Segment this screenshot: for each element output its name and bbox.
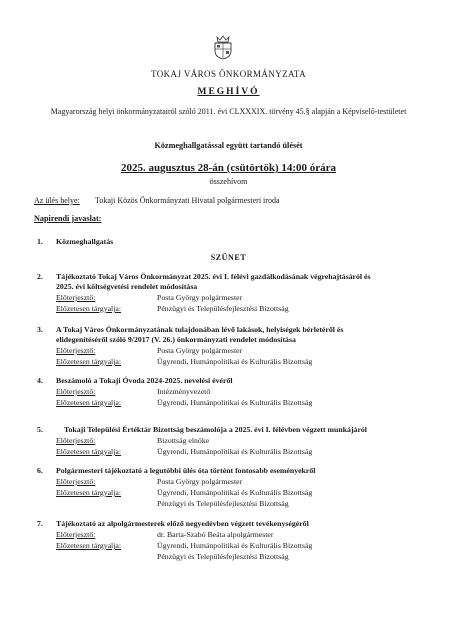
item-title-line-1: Tájékoztató Tokaj Város Önkormányzat 2025. évi I. félévi gazdálkodásának végrehajtásáról és (56, 272, 371, 281)
item-number: 1. (37, 237, 43, 246)
presenter-value: Posta György polgármester (157, 346, 243, 355)
presenter-label: Előterjesztő: (56, 293, 96, 302)
presenter-value: Intézményvezető (157, 387, 211, 396)
reviewed-value: Ügyrendi, Humánpolitikai és Kulturális Bizottság (157, 447, 313, 456)
reviewed-label: Előzetesen tárgyalja: (56, 488, 122, 497)
item-title: Tokaji Települési Értéktár Bizottság beszámolója a 2025. évi I. félévben végzett munkájáról (64, 425, 367, 434)
presenter-value: Posta György polgármester (157, 293, 243, 302)
presenter-label: Előterjesztő: (56, 387, 96, 396)
item-title: Polgármesteri tájékoztató a legutóbbi ülés óta történt fontosabb eseményekről (56, 466, 316, 475)
item-title-line-2: elidegenítéséről szóló 9/2017 (V. 26.) önkormányzati rendelet módosítása (56, 335, 296, 344)
intro-text: Magyarország helyi önkormányzatairól szóló 2011. évi CLXXXIX. törvény 45.§ alapján a Képviselő-testületet (50, 107, 407, 116)
reviewed-label: Előzetesen tárgyalja: (56, 357, 122, 366)
item-title: Beszámoló a Tokaji Óvoda 2024-2025. nevelési évéről (56, 376, 233, 385)
reviewed-value: Pénzügyi és Településfejlesztési Bizottság (157, 304, 289, 313)
reviewed-label: Előzetesen tárgyalja: (56, 304, 122, 313)
item-number: 7. (37, 519, 43, 528)
reviewed-label: Előzetesen tárgyalja: (56, 541, 122, 550)
presenter-label: Előterjesztő: (56, 530, 96, 539)
reviewed-value: Ügyrendi, Humánpolitikai és Kulturális Bizottság (157, 398, 313, 407)
document-title: MEGHÍVÓ (197, 87, 260, 97)
convene-line: összehívom (209, 177, 248, 186)
venue-label: Az ülés helye: (34, 196, 80, 205)
presenter-label: Előterjesztő: (56, 346, 96, 355)
reviewed-value-1: Ügyrendi, Humánpolitikai és Kulturális Bizottság (157, 488, 313, 497)
presenter-value: Posta György polgármester (157, 477, 243, 486)
reviewed-value-2: Pénzügyi és Településfejlesztési Bizottság (157, 552, 289, 561)
item-number: 5. (37, 425, 43, 434)
item-title-line-1: A Tokaj Város Önkormányzatának tulajdonában lévő lakások, helyiségek bérletéről és (56, 325, 344, 334)
break-label: SZÜNET (210, 253, 247, 262)
reviewed-value-2: Pénzügyi és Településfejlesztési Bizottság (157, 499, 289, 508)
presenter-label: Előterjesztő: (56, 477, 96, 486)
item-number: 3. (37, 325, 43, 334)
item-title: Közmeghallgatás (56, 237, 114, 246)
coat-of-arms-icon (212, 34, 234, 60)
meeting-date: 2025. augusztus 28-án (csütörtök) 14:00 órára (120, 162, 337, 174)
organization-name: TOKAJ VÁROS ÖNKORMÁNYZATA (151, 69, 306, 79)
reviewed-label: Előzetesen tárgyalja: (56, 398, 122, 407)
item-title: Tájékoztató az alpolgármesterek előző negyedévben végzett tevékenységéről (56, 519, 309, 528)
item-title-line-2: 2025. évi költségvetési rendelet módosítása (56, 282, 198, 291)
presenter-label: Előterjesztő: (56, 436, 96, 445)
hearing-line: Közmeghallgatással együtt tartandó ülését (154, 141, 303, 150)
item-number: 6. (37, 466, 43, 475)
presenter-value: dr. Barta-Szabó Beáta alpolgármester (157, 530, 274, 539)
agenda-heading: Napirendi javaslat: (34, 214, 102, 223)
venue-value: Tokaji Közös Önkormányzati Hivatal polgármesteri iroda (95, 196, 280, 205)
reviewed-value-1: Ügyrendi, Humánpolitikai és Kulturális Bizottság (157, 541, 313, 550)
presenter-value: Bizottság elnöke (157, 436, 210, 445)
reviewed-label: Előzetesen tárgyalja: (56, 447, 122, 456)
item-number: 2. (37, 272, 43, 281)
reviewed-value: Ügyrendi, Humánpolitikai és Kulturális Bizottság (157, 357, 313, 366)
item-number: 4. (37, 376, 43, 385)
